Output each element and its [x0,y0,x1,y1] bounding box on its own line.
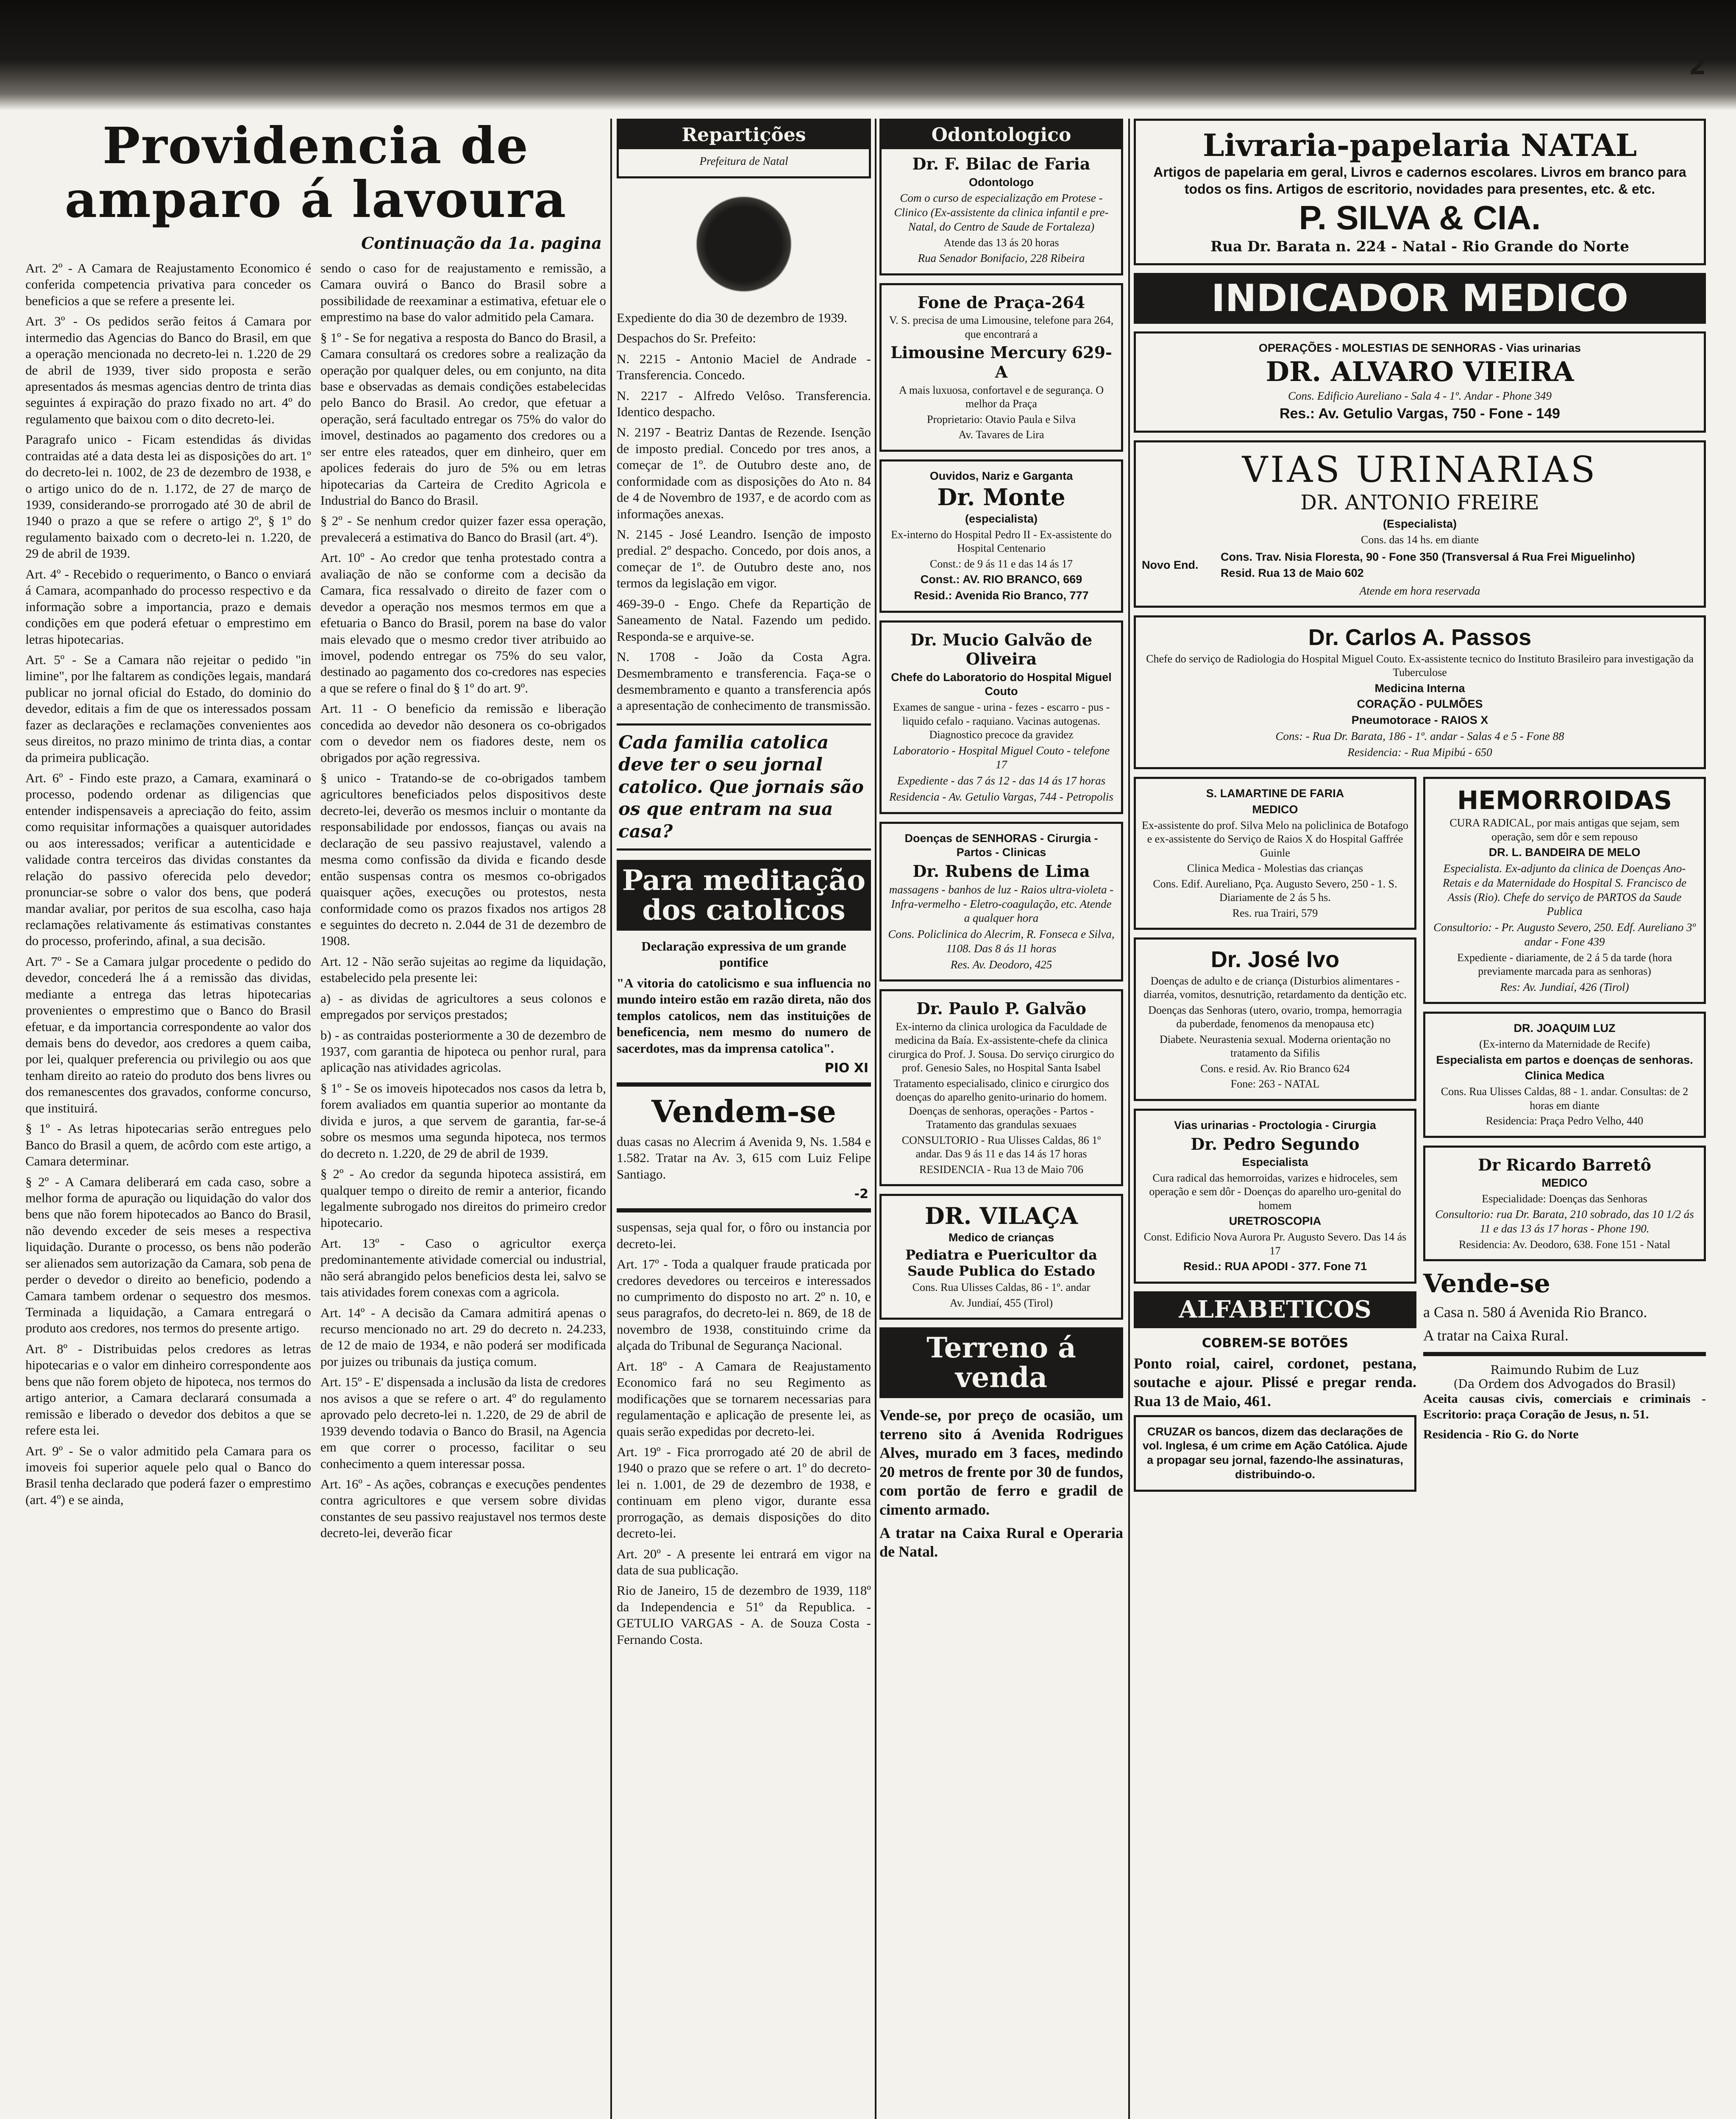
vias-spec: (Especialista) [1383,517,1457,530]
barreto-ad [1423,1146,1706,1262]
reparticoes-box [617,119,871,178]
vieira-cons: Cons. Edificio Aureliano - Sala 4 - 1º. Andar - Phone 349 [1288,389,1552,402]
article-paragraph: Art. 3º - Os pedidos serão feitos á Camara por intermedio das Agencias do Banco do Brasil, em que a operação mencionada no decreto-lei n. 1.220 de 29 de abril de 1939, tiver sido proposta e serão apresentados ás mesmas agencias dentro de trinta dias seguintes á expiração do prazo fixado no art. 4º do regulamento que baixou com o dito decreto-lei. [25,314,311,426]
alfabeticos-header: ALFABETICOS [1134,1291,1416,1328]
meditacao-author: PIO XI [824,1060,868,1076]
rubim-desc: (Da Ordem dos Advogados do Brasil) [1453,1377,1676,1391]
column-reparticoes [617,119,871,2119]
fone-owner: Proprietario: Otavio Paula e Silva [927,413,1076,425]
article-paragraph: Art. 18º - A Camara de Reajustamento Economico fará no seu Regimento as modificações que se tornarem necessarias para regulamentação e aplicação de presente lei, as quais serão expedidas por decreto-lei. [617,1358,871,1439]
segundo-spec: Especialista [1242,1156,1308,1169]
vieira-name: DR. ALVARO VIEIRA [1266,356,1574,388]
vias-hours: Cons. das 14 hs. em diante [1360,533,1479,546]
vias-title: VIAS URINARIAS [1242,448,1598,490]
barreto-cons: Consultorio: rua Dr. Barata, 210 sobrado, das 10 1/2 ás 11 e das 13 ás 17 horas - Phone 190. [1435,1208,1694,1235]
mucio-desc: Chefe do Laboratorio do Hospital Miguel Couto [891,670,1112,698]
reparticoes-paragraph: Expediente do dia 30 de dezembro de 1939. [617,310,848,325]
article-paragraph: Art. 17º - Toda a qualquer fraude praticada por credores devedores ou terceiros e interessados no cumprimento do disposto no art. 2º n. 10, e seus paragrafos, do decreto-lei n. 869, de 18 de novembro de 1938, constituindo crime da alçada do Tribunal de Segurança Nacional. [617,1257,871,1353]
meditacao-header: Para meditação dos catolicos [617,860,871,931]
article-paragraph: § 2º - A Camara deliberará em cada caso, sobre a melhor forma de apuração ou liquidação do valor dos bens que não forem hipotecados ao Banco do Brasil, não devendo exceder de seis meses a respectiva liquidação. Durante o processo, os bens não poderão ser alienados sem autorização da Camara, sob pena de perder o devedor o direito ao beneficio, podendo a Camara tambem ordenar o sequestro dos mesmos. Terminada a liquidação, a Camara entregará o produto aos credores, nos termos do presente artigo. [25,1174,311,1336]
article-paragraph: Art. 14º - A decisão da Camara admitirá apenas o recurso mencionado no art. 29 do decreto n. 24.233, de 12 de maio de 1934, e não poderá ser modificada por juizes ou tribunais da justiça comum. [320,1305,606,1369]
monte-hours: Const.: de 9 ás 11 e das 14 ás 17 [930,557,1073,570]
vias-novo: Novo End. [1142,558,1199,571]
column-rule [1128,119,1130,2119]
passos-res: Residencia: - Rua Mipibú - 650 [1347,745,1492,759]
luz-desc: (Ex-interno da Maternidade de Recife) [1479,1038,1650,1051]
hemorroidas-hours: Expediente - diariamente, de 2 á 5 da tarde (hora previamente marcada para as senhoras) [1457,951,1672,978]
fone-praca-ad [879,283,1123,452]
galvao-cons: CONSULTORIO - Rua Ulisses Caldas, 86 1º andar. Das 9 ás 11 e das 14 ás 17 horas [901,1134,1101,1160]
odontologico-addr: Rua Senador Bonifacio, 228 Ribeira [918,252,1085,265]
rubens-res: Res. Av. Deodoro, 425 [950,958,1052,971]
reparticoes-paragraph: N. 2145 - José Leandro. Isenção de imposto predial. 2º despacho. Concedo, por dois anos, a começar de 1º. de Outubro deste ano, nos termos da legislação em vigor. [617,527,871,591]
vias-name: DR. ANTONIO FREIRE [1300,491,1539,515]
article-paragraph: Art. 6º - Findo este prazo, a Camara, examinará o processo, podendo ordenar as diligencias que entender indispensaveis a apreciação do feito, assim como requisitar informações a quaisquer autoridades ou aos interessados; verificar a autenticidade e validade contra terceiros das dividas constantes da relação do passivo oferecida pelo devedor; pronunciar-se sobre o valor dos bens, que poderá mandar avaliar, por peritos de sua escolha, caso haja reclamações relativamente ás estimativas constantes do processo, proferindo, afinal, a sua decisão. [25,770,311,948]
article-paragraph: § 1º - As letras hipotecarias serão entregues pelo Banco do Brasil a quem, de acôrdo com este artigo, a Camara determinar. [25,1121,311,1169]
vilaca-res: Av. Jundiaí, 455 (Tirol) [949,1296,1053,1309]
article-paragraph: Art. 7º - Se a Camara julgar procedente o pedido do devedor, concederá lhe á a remissão das dividas, mediante a entrega das letras hipotecarias provenientes o emprestimo que o Banco do Brasil efetuar, e da importancia correspondente ao valor dos demais bens do devedor, aos credores a quem caiba, por lei, qualquer preferencia ou privilegio ou aos que tenham direito ao rateio do produto dos bens livres ou dos remanescentes dos gravados, conforme concurso, que instituirá. [25,954,311,1115]
faria-desc: Ex-assistente do prof. Silva Melo na policlinica de Botafogo e ex-assistente do Serviço de Raios X do Hospital Gaffrée Guinle [1142,819,1408,859]
segundo-ad [1134,1109,1416,1284]
reparticoes-subhead: Prefeitura de Natal [699,155,788,167]
article-paragraph: § 2º - Ao credor da segunda hipoteca assistirá, em qualquer tempo o direito de remir a anterior, ficando legalmente subrogado nos direitos do primeiro credor hipotecario. [320,1166,606,1230]
segundo-name: Dr. Pedro Segundo [1191,1134,1360,1154]
column-rule [875,119,876,2119]
page-number: 2 [1689,51,1706,81]
segundo-head: Vias urinarias - Proctologia - Cirurgia [1174,1118,1376,1132]
livraria-ad [1134,119,1706,265]
ivo-spec2: Doenças das Senhoras (utero, ovario, trompa, hemorragia da puberdade, fenomenos da menopausa etc) [1148,1004,1402,1030]
odontologico-ad [879,119,1123,275]
article-paragraph: § 1º - Se for negativa a resposta do Banco do Brasil, a Camara consultará os credores sobre a realização da operação por qualquer deles, ou em conjunto, na dita base e observadas as demais condições estabelecidas pelo Banco do Brasil. Ao credor, que efetuar a operação, será facultado entregar os 75% do valor do imovel, destinados ao pagamento dos credores ou a ser entre eles rateados, quer em dinheiro, quer em apolices federais do juro de 5% ou em letras hipotecarias da Carteira de Credito Agricola e Industrial do Banco do Brasil. [320,330,606,508]
fone-car: Limousine Mercury 629-A [890,343,1112,382]
article-paragraph: Art. 11 - O beneficio da remissão e liberação concedida ao devedor não desonera os co-obrigados com o devedor nem os fiadores deste, nem os obrigados por ação regressiva. [320,701,606,765]
ivo-fone: Fone: 263 - NATAL [1230,1078,1320,1090]
fone-line1: V. S. precisa de uma Limousine, telefone para 264, que encontrará a [889,314,1114,340]
barreto-spec: MEDICO [1541,1176,1588,1190]
article-paragraph: Art. 15º - E' dispensada a inclusão da lista de credores nos avisos a que se refere o art. 4º do regulamento aprovado pelo decreto-lei n. 1.220, de 29 de abril de 1939 devendo todavia o Banco do Brasil, na Agencia em que correr o processo, facilitar o seu conhecimento a quem interessar possa. [320,1374,606,1471]
luz-cons: Cons. Rua Ulisses Caldas, 88 - 1. andar. Consultas: de 2 horas em diante [1441,1085,1689,1112]
luz-spec: Especialista em partos e doenças de senhoras. [1436,1053,1693,1066]
divider [617,1208,871,1212]
segundo-uretro: URETROSCOPIA [1229,1215,1321,1228]
column-ads-middle [879,119,1123,2119]
alfabeticos-sub: COBREM-SE BOTÕES [1202,1335,1349,1351]
prefeitura-seal [691,191,797,297]
rubens-name: Dr. Rubens de Lima [913,862,1090,881]
mucio-name: Dr. Mucio Galvão de Oliveira [910,630,1093,669]
divider [1423,1352,1706,1356]
segundo-cons: Const. Edificio Nova Aurora Pr. Augusto Severo. Das 14 ás 17 [1143,1231,1407,1257]
indicador-medico-header: INDICADOR MEDICO [1134,273,1706,324]
article-subtitle: Continuação da 1a. pagina [361,233,602,253]
vieira-spec: OPERAÇÕES - MOLESTIAS DE SENHORAS - Vias urinarias [1258,342,1581,355]
barreto-name: Dr Ricardo Barretô [1477,1155,1651,1174]
hemorroidas-header: HEMORROIDAS [1457,786,1672,816]
article-paragraph: Paragrafo unico - Ficam estendidas ás dividas contraidas até a data desta lei as disposições do art. 1º do decreto-lei n. 1002, de 23 de dezembro de 1938, e o artigo unico do de n. 1.172, de 27 de março de 1939, considerando-se prorrogado até 30 de abril de 1940 o prazo a que se refere o artigo 2º, § 1º do regulamento baixado com o decreto-lei n. 1.220, de 29 de abril de 1939. [25,432,311,561]
rubim-name: Raimundo Rubim de Luz [1490,1363,1639,1377]
rubens-cons: Cons. Policlinica do Alecrim, R. Fonseca e Silva, 1108. Das 8 ás 11 horas [888,928,1115,955]
monte-head: Ouvidos, Nariz e Garganta [929,469,1073,482]
article-paragraph: suspensas, seja qual for, o fôro ou instancia por decreto-lei. [617,1220,871,1251]
odontologico-spec: Odontologo [969,175,1034,189]
galvao-treat: Tratamento especialisado, clinico e cirurgico dos doenças do aparelho genito-urinario do homem. Doenças de senhoras, operações - Partos - Tratamento das grandulas sexuaes [893,1077,1109,1131]
ivo-spec: Doenças de adulto e de criança (Disturbios alimentares - diarréa, vomitos, desnutrição, retardamento da dentição etc. [1143,974,1407,1001]
reparticoes-paragraph: Despachos do Sr. Prefeito: [617,331,756,346]
passos-spec1: Medicina Interna [1374,681,1465,695]
article-paragraph: Art. 13º - Caso o agricultor exerça predominantemente atividade comercial ou industrial, não será abrangido pelos beneficios desta lei, salvo se tais atividades forem conexas com a agricola. [320,1235,606,1300]
galvao-res: RESIDENCIA - Rua 13 de Maio 706 [919,1163,1084,1176]
vendem-mark: -2 [854,1187,868,1202]
monte-ad [879,459,1123,613]
rubens-ad [879,822,1123,982]
terreno-contact: A tratar na Caixa Rural e Operaria de Natal. [879,1524,1123,1560]
livraria-title: Livraria-papelaria NATAL [1202,127,1637,163]
article-paragraph: Art. 8º - Distribuidas pelos credores as letras hipotecarias e o valor em dinheiro correspondente aos bens que não forem objeto de hipoteca, nos termos do artigo anterior, a Camara declarará consumada a remissão e liberado o devedor dos debitos a que se refere esta lei. [25,1341,311,1438]
galvao-desc: Ex-interno da clinica urologica da Faculdade de medicina da Baía. Ex-assistente-chefe da clinica cirurgica do Prof. J. Sousa. Do serviço cirurgico do prof. Genesio Sales, no Hospital Santa Isabel [888,1020,1114,1074]
galvao-ad [879,989,1123,1186]
reparticoes-paragraph: N. 2215 - Antonio Maciel de Andrade - Transferencia. Concedo. [617,351,871,383]
reparticoes-paragraph: N. 2217 - Alfredo Velôso. Transferencia. Identico despacho. [617,388,871,419]
hemorroidas-res: Res: Av. Jundiaí, 426 (Tirol) [1500,980,1629,993]
article-paragraph: Art. 4º - Recebido o requerimento, o Banco o enviará á Camara, acompanhado do processo respectivo e da informação sobre a importancia, prazo e demais condições em que poderá efetuar o emprestimo em letras hipotecarias. [25,566,311,647]
vendese-contact: A tratar na Caixa Rural. [1423,1327,1569,1344]
segundo-desc: Cura radical das hemorroidas, varizes e hidroceles, sem operação e sem dôr - Doenças do aparelho uro-genital do homem [1149,1171,1401,1212]
monte-name: Dr. Monte [937,484,1066,511]
vendese-text: a Casa n. 580 á Avenida Rio Branco. [1423,1304,1647,1321]
vias-cons: Cons. Trav. Nisia Floresta, 90 - Fone 350 (Transversal á Rua Frei Miguelinho) [1221,551,1635,563]
mucio-lab: Laboratorio - Hospital Miguel Couto - telefone 17 [893,744,1110,771]
mucio-hours: Expediente - das 7 ás 12 - das 14 ás 17 horas [897,774,1106,787]
reparticoes-paragraph: N. 2197 - Beatriz Dantas de Rezende. Isenção de imposto predial. Concedo por tres anos, a começar de 1º. de Outubro deste ano, de conformidade com as disposições do Ato n. 84 de 4 de Novembro de 1937, e de acordo com as informações anexas. [617,425,871,521]
luz-name: DR. JOAQUIM LUZ [1513,1022,1616,1035]
article-paragraph: Art. 12 - Não serão sujeitas ao regime da liquidação, estabelecido pela presente lei: [320,954,606,985]
terreno-header: Terreno á venda [879,1327,1123,1398]
rubens-head: Doenças de SENHORAS - Cirurgia - Partos - Clinicas [904,831,1098,859]
meditacao-quote: "A vitoria do catolicismo e sua influencia no mundo inteiro estão em razão direta, não dos templos catolicos, nem das instituições de beneficencia, nem mesmo do numero de sacerdotes, mas da imprensa catolica". [617,975,871,1056]
vilaca-ad [879,1194,1123,1320]
luz-ad [1423,1012,1706,1137]
odontologico-hours: Atende das 13 ás 20 horas [943,236,1059,249]
vilaca-cons: Cons. Rua Ulisses Caldas, 86 - 1º. andar [912,1281,1091,1294]
passos-spec2: CORAÇÃO - PULMÕES [1357,698,1483,711]
cruzar-text: CRUZAR os bancos, dizem das declarações de vol. Inglesa, é um crime em Ação Católica. Ajude a propagar seu jornal, fazendo-lhe assinaturas, distribuindo-o. [1142,1425,1408,1481]
vieira-res: Res.: Av. Getulio Vargas, 750 - Fone - 149 [1280,406,1560,422]
article-paragraph: Art. 16º - As ações, cobranças e execuções pendentes contra agricultores e que versem sobre dividas constantes de seu passivo reajustavel nos termos deste decreto-lei, deverão ficar [320,1476,606,1541]
reparticoes-paragraph: N. 1708 - João da Costa Agra. Desmembramento e transferencia. Faça-se o desmembramento e quanto a transferencia após a apresentação de conhecimento de transmissão. [617,649,871,713]
faria-name: S. LAMARTINE DE FARIA [1206,787,1344,800]
article-paragraph: Art. 20º - A presente lei entrará em vigor na data de sua publicação. [617,1546,871,1578]
passos-spec3: Pneumotorace - RAIOS X [1351,714,1488,727]
vilaca-name: DR. VILAÇA [924,1202,1078,1230]
hemorroidas-sub: CURA RADICAL, por mais antigas que sejam, sem operação, sem dôr e sem repouso [1449,817,1680,843]
odontologico-name: Dr. F. Bilac de Faria [912,154,1091,173]
livraria-addr: Rua Dr. Barata n. 224 - Natal - Rio Grande do Norte [1210,238,1629,256]
rubim-addr: Residencia - Rio G. do Norte [1423,1427,1579,1442]
article-paragraph: Art. 19º - Fica prorrogado até 20 de abril de 1940 o prazo que se refere o art. 1º do decreto-lei n. 1.001, de 29 de dezembro de 1938, e continuam em pleno vigor, durante essa prorrogação, as demais disposições do dito decreto-lei. [617,1444,871,1541]
galvao-name: Dr. Paulo P. Galvão [916,999,1087,1018]
article-col-right [320,260,606,1546]
reparticoes-paragraph: 469-39-0 - Engo. Chefe da Repartição de Saneamento de Natal. Fazendo um pedido. Responda-se e arquive-se. [617,596,871,644]
monte-res: Resid.: Avenida Rio Branco, 777 [914,589,1089,602]
reparticoes-header: Repartições [619,121,869,149]
vias-urinarias-ad [1134,440,1706,608]
terreno-text: Vende-se, por preço de ocasião, um terreno sito á Avenida Rodrigues Alves, murado em 3 faces, medindo 20 metros de frente por 30 de fundos, com portão de ferro e gradil de cimento armado. [879,1406,1123,1518]
vias-atende: Atende em hora reservada [1359,584,1480,597]
hemorroidas-ad [1423,777,1706,1004]
column-ads-right [1134,119,1706,2119]
ivo-ad [1134,937,1416,1101]
odontologico-header: Odontologico [882,121,1121,149]
odontologico-desc: Com o curso de especialização em Protese - Clinico (Ex-assistente da clinica infantil e pre-Natal, do Centro de Saude de Fortaleza) [894,192,1109,233]
luz-res: Residencia: Praça Pedro Velho, 440 [1486,1115,1644,1127]
livraria-owner: P. SILVA & CIA. [1299,199,1541,237]
faria-ad [1134,777,1416,930]
livraria-desc: Artigos de papelaria em geral, Livros e cadernos escolares. Livros em branco para todos os fins. Artigos de escritorio, novidades para presentes, etc. & etc. [1153,164,1686,197]
hemorroidas-name: DR. L. BANDEIRA DE MELO [1488,846,1641,859]
mucio-ad [879,620,1123,814]
faria-cons: Cons. Edif. Aureliano, Pça. Augusto Severo, 250 - 1. S. Diariamente de 2 ás 5 hs. [1153,877,1397,904]
ivo-cons: Cons. e resid. Av. Rio Branco 624 [1200,1062,1350,1075]
barreto-res: Residencia: Av. Deodoro, 638. Fone 151 - Natal [1459,1238,1670,1251]
familia-catolica-note: Cada familia catolica deve ter o seu jornal catolico. Que jornais são os que entram na sua casa? [617,723,871,851]
segundo-res: Resid.: RUA APODI - 377. Fone 71 [1183,1260,1367,1273]
fone-addr: Av. Tavares de Lira [958,428,1044,441]
alfabeticos-text: Ponto roial, cairel, cordonet, pestana, soutache e ajour. Plissé e pregar renda. Rua 13 de Maio, 461. [1134,1354,1416,1410]
column-rule [610,119,612,2119]
article-paragraph: Art. 10º - Ao credor que tenha protestado contra a avaliação de não se conforme com a decisão da Camara, fica ressalvado o direito de fazer com o devedor a operação nos mesmos termos em que a efetuaria o Banco do Brasil, porem na base do valor mais elevado que o mesmo credor tiver atribuido ao imovel, podendo entregar os 75% do seu valor, destinado ao pagamento dos co-credores nas especies a que se refere o final do § 1º do art. 9º. [320,550,606,695]
article-paragraph: Art. 5º - Se a Camara não rejeitar o pedido "in limine", por lhe faltarem as condições legais, mandará publicar no jornal oficial do Estado, do dominio do devedor, editais a fim de que os interessados possam fazer as declarações e reclamações convenientes aos seus direitos, no prazo minimo de trinta dias, a contar da primeira publicação. [25,652,311,765]
luz-clin: Clinica Medica [1525,1069,1605,1082]
vilaca-desc: Pediatra e Puericultor da Saude Publica do Estado [905,1246,1097,1279]
faria-spec: MEDICO [1252,803,1298,816]
rubim-text: Aceita causas civis, comerciais e criminais - Escritorio: praça Coração de Jesus, n. 51. [1423,1391,1706,1421]
article-paragraph: Rio de Janeiro, 15 de dezembro de 1939, 118º da Independencia e 51º da Republica. - GETULIO VARGAS - A. de Souza Costa - Fernando Costa. [617,1583,871,1647]
article-continuation [617,1219,871,1648]
vias-res: Resid. Rua 13 de Maio 602 [1221,566,1364,579]
monte-spec: (especialista) [965,512,1038,525]
article-paragraph: sendo o caso for de reajustamento e remissão, a Camara ouvirá o Banco do Brasil sobre a possibilidade de reexaminar a estimativa, efetuar ele o emprestimo na base do valor admitido pela Camara. [320,260,606,325]
vilaca-spec: Medico de crianças [948,1231,1054,1244]
top-dark-band [0,0,1736,110]
barreto-desc: Especialidade: Doenças das Senhoras [1482,1192,1647,1205]
hemorroidas-cons: Consultorio: - Pr. Augusto Severo, 250. Edf. Aureliano 3º andar - Fone 439 [1433,921,1696,948]
article-col-left [25,260,311,1546]
monte-desc: Ex-interno do Hospital Pedro II - Ex-assistente do Hospital Centenario [891,528,1112,555]
passos-ad [1134,615,1706,769]
main-article [25,119,606,2119]
ivo-name: Dr. José Ivo [1210,947,1340,973]
ivo-spec3: Diabete. Neurastenia sexual. Moderna orientação no tratamento da Sifilis [1159,1033,1391,1060]
faria-clin: Clinica Medica - Molestias das crianças [1187,862,1363,875]
article-paragraph: § unico - Tratando-se de co-obrigados tambem agricultores beneficiados pelos dispositivos deste decreto-lei, deverão os mesmos incluir o montante da responsabilidade por endossos, fianças ou avais na declaração de seu passivo reajustavel, valendo a mesma como confissão da divida e ficando desde então suspensas contra os mesmos co-obrigados quaisquer ações, execuções ou protestos, nesta conformidade como os prazos fixados nos artigos 28 e seguintes do decreto n. 2.044 de 31 de dezembro de 1908. [320,770,606,948]
divider [617,1082,871,1087]
passos-name: Dr. Carlos A. Passos [1308,625,1532,651]
article-paragraph: § 2º - Se nenhum credor quizer fazer essa operação, prevalecerá a estimativa do Banco do Brasil (art. 4º). [320,513,606,545]
passos-desc: Chefe do serviço de Radiologia do Hospital Miguel Couto. Ex-assistente tecnico do Instituto Brasileiro para investigação da Tuberculose [1146,652,1694,679]
rubens-desc: massagens - banhos de luz - Raios ultra-violeta - Infra-vermelho - Eletro-coagulação, etc. Atende a qualquer hora [889,883,1114,925]
hemorroidas-desc: Especialista. Ex-adjunto da clinica de Doenças Ano-Retais e da Maternidade do Hospital S. Francisco de Assis (Rio). Chefe do serviço de PARTOS da Saude Publica [1442,862,1687,918]
mucio-exams: Exames de sangue - urina - fezes - escarro - pus - liquido cefalo - raquiano. Vacinas autogenas. Diagnostico precoce da gravidez [893,701,1110,741]
article-paragraph: a) - as dividas de agricultores a seus colonos e empregados por serviços prestados; [320,990,606,1022]
article-paragraph: § 1º - Se os imoveis hipotecados nos casos da letra b, forem avaliados em quantia superior ao montante da divida e juros, a que servem de garantia, far-se-á sobre os mesmos uma segunda hipoteca, nos termos do decreto n. 1.220, de 29 de abril de 1939. [320,1080,606,1161]
meditacao-subhead: Declaração expressiva de um grande pontifice [641,938,846,970]
vieira-ad [1134,331,1706,432]
fone-line2: A mais luxuosa, confortavel e de segurança. O melhor da Praça [899,384,1104,410]
vendem-header: Vendem-se [651,1093,836,1129]
mucio-res: Residencia - Av. Getulio Vargas, 744 - Petropolis [889,790,1113,803]
article-paragraph: Art. 2º - A Camara de Reajustamento Economico é conferida competencia privativa para conceder os beneficios a que se refere a presente lei. [25,260,311,308]
vendese-header: Vende-se [1423,1269,1550,1299]
article-paragraph: Art. 9º - Se o valor admitido pela Camara para os imoveis foi superior aquele pelo qual o Banco do Brasil tenha declarado que poderá fazer o emprestimo (art. 4º) e se ainda, [25,1443,311,1507]
monte-cons: Const.: AV. RIO BRANCO, 669 [920,573,1082,586]
reparticoes-text [617,310,871,714]
article-paragraph: b) - as contraidas posteriormente a 30 de dezembro de 1937, com garantia de hipoteca ou penhor rural, para aplicação nas atividades agricolas. [320,1027,606,1075]
vendem-text: duas casas no Alecrim á Avenida 9, Ns. 1.584 e 1.582. Tratar na Av. 3, 615 com Luiz Felipe Santiago. [617,1134,871,1182]
passos-cons: Cons: - Rua Dr. Barata, 186 - 1º. andar - Salas 4 e 5 - Fone 88 [1275,729,1564,742]
cruzar-note [1134,1415,1416,1492]
faria-res: Res. rua Trairi, 579 [1232,907,1318,919]
fone-header: Fone de Praça-264 [917,292,1085,312]
article-title: Providencia de amparo á lavoura [64,119,567,229]
